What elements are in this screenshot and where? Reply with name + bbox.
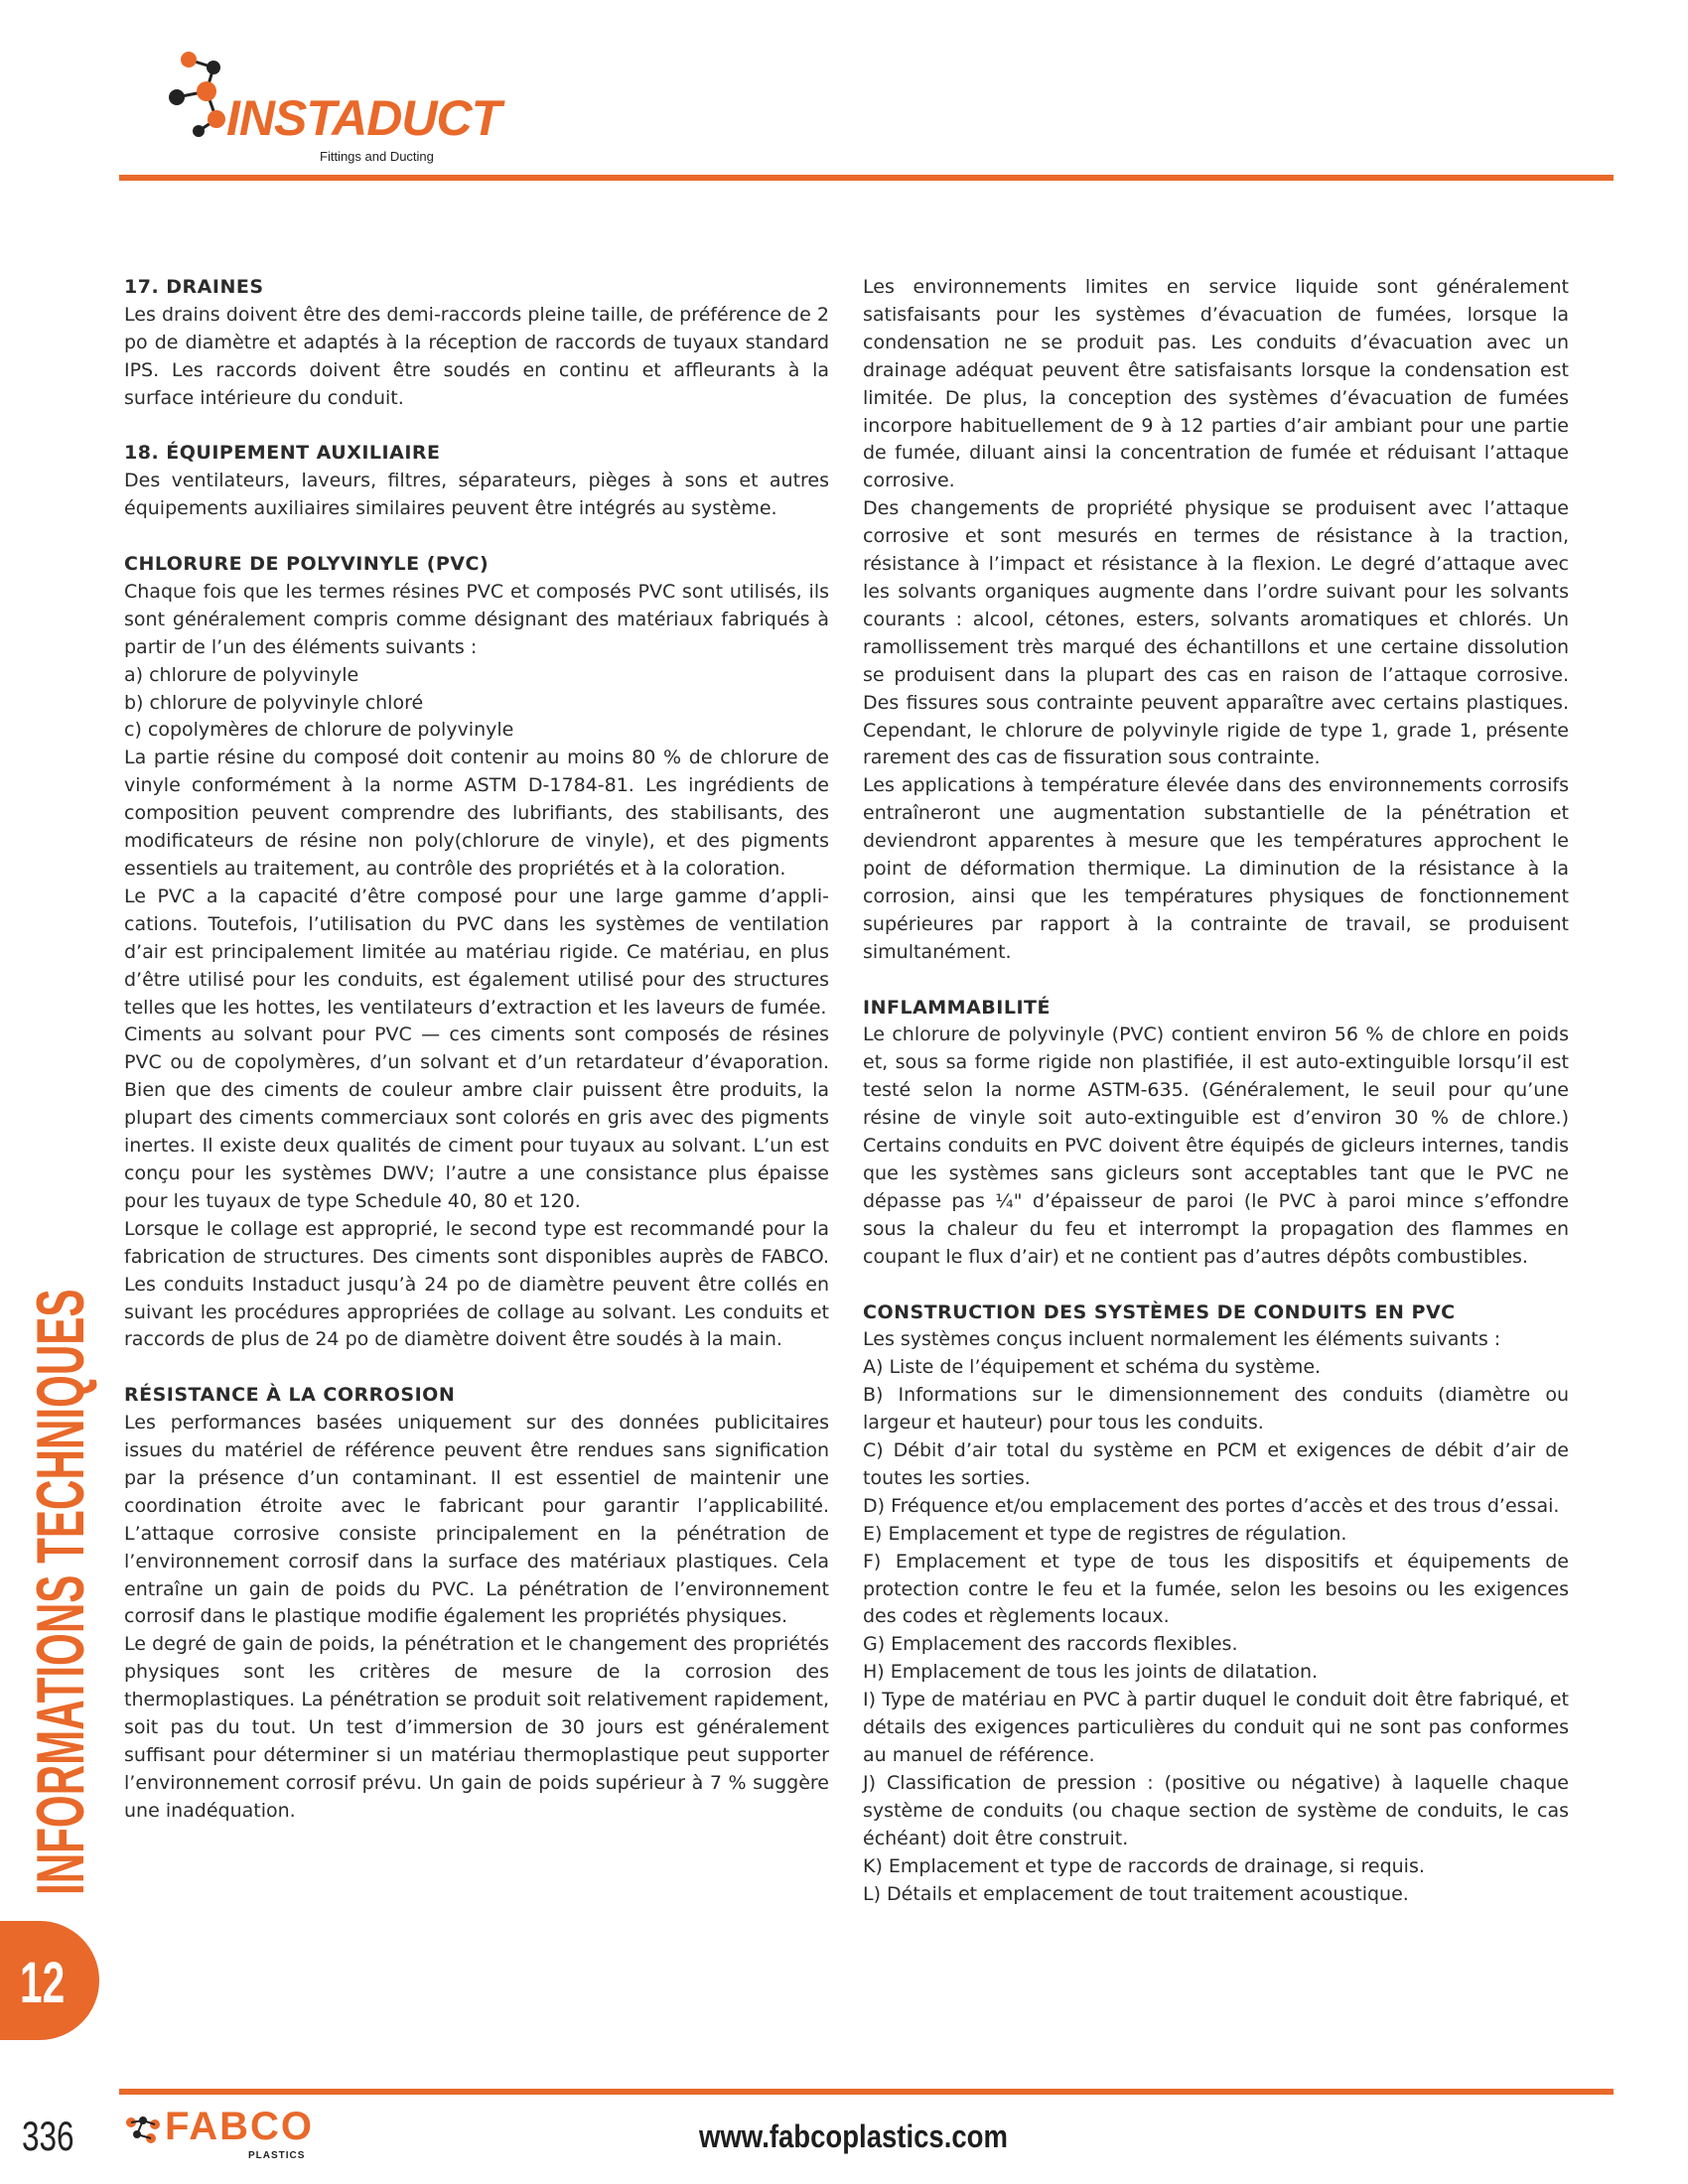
- instaduct-logo: [159, 40, 501, 174]
- list-item: D) Fréquence et/ou emplacement des portes d’accès et des trous d’essai.: [863, 1494, 1560, 1517]
- fabco-molecule-icon: [121, 2113, 165, 2152]
- list-item: J) Classification de pression : (positive ou négative) à laquelle chaque système de conduits (ou chaque section de système de conduits, le cas échéant) doit être construit.: [863, 1771, 1569, 1849]
- website-url: www.fabcoplastics.com: [699, 2118, 1008, 2154]
- fabco-subtitle: PLASTICS: [248, 2150, 306, 2161]
- right-column: [863, 274, 1569, 1908]
- list-item: b) chlorure de polyvinyle chloré: [124, 691, 424, 714]
- paragraph: Lorsque le collage est approprié, le second type est recommandé pour la fabrication de structures. Des ciments sont disponibles auprès de FABCO. Les conduits Instaduct jusqu’à 24 po de diamètre peuvent être collés en suivant les procédures appropriées de collage au solvant. Les conduits et raccords de plus de 24 po de diamètre doivent être soudés à la main.: [124, 1217, 829, 1351]
- list-item: a) chlorure de polyvinyle: [124, 663, 359, 686]
- header-divider: [119, 175, 1614, 181]
- list-item: H) Emplacement de tous les joints de dilatation.: [863, 1661, 1319, 1684]
- list-item: G) Emplacement des raccords flexibles.: [863, 1633, 1238, 1656]
- list-item: A) Liste de l’équipement et schéma du système.: [863, 1356, 1322, 1379]
- list-item: I) Type de matériau en PVC à partir duquel le conduit doit être fabriqué, et détails des exigences particulières du conduit qui ne sont pas conformes au manuel de référence.: [863, 1689, 1569, 1766]
- paragraph: Les environnements limites en service liquide sont généralement satisfaisants pour les systèmes d’évacuation de fumées, lorsque la condensation ne se produit pas. Les conduits d’évacuation avec un drainage adéquat peuvent être satisfaisants lorsque la condensation est limitée. De plus, la conception des systèmes d’évacuation de fumées incorpore habituellement de 9 à 12 parties d’air ambiant pour une partie de fumée, diluant ainsi la concentration de fumée et réduisant l’attaque corrosive.: [863, 276, 1569, 492]
- section-title-pvc: CHLORURE DE POLYVINYLE (PVC): [124, 553, 490, 576]
- list-item: K) Emplacement et type de raccords de drainage, si requis.: [863, 1854, 1425, 1877]
- paragraph: Ciments au solvant pour PVC — ces ciments sont composés de résines PVC ou de copolymères, d’un solvant et d’un retardateur d’évaporation. Bien que des ciments de couleur ambre clair puissent être produits, la plupart des ciments commerciaux sont colorés en gris avec des pigments inertes. Il existe deux qualités de ciment pour tuyaux au solvant. L’un est conçu pour les systèmes DWV; l’autre a une consistance plus épaisse pour les tuyaux de type Schedule 40, 80 et 120.: [124, 1024, 829, 1212]
- list-item: L) Détails et emplacement de tout traitement acoustique.: [863, 1882, 1409, 1905]
- paragraph: Le chlorure de polyvinyle (PVC) contient environ 56 % de chlore en poids et, sous sa forme rigide non plastifiée, il est auto-extinguible lorsqu’il est testé selon la norme ASTM-635. (Généralement, le seuil pour qu’une résine de vinyle soit auto-extinguible est d’environ 30 % de chlore.) Certains conduits en PVC doivent être équipés de gicleurs internes, tandis que les systèmes sans gicleurs sont acceptables tant que le PVC ne dépasse pas ¼" d’épaisseur de paroi (le PVC à paroi mince s’effondre sous la chaleur du feu et interrompt la propagation des flammes en coupant le flux d’air) et ne contient pas d’autres dépôts combustibles.: [863, 1024, 1569, 1268]
- list-item: E) Emplacement et type de registres de régulation.: [863, 1522, 1347, 1545]
- paragraph: La partie résine du composé doit contenir au moins 80 % de chlorure de vinyle conformément à la norme ASTM D-1784-81. Les ingrédients de composition peuvent comprendre des lubrifiants, des stabilisants, des modificateurs de résine non poly(chlorure de vinyle), et des pigments essentiels au traitement, au contrôle des propriétés et à la coloration.: [124, 747, 829, 880]
- paragraph: Des changements de propriété physique se produisent avec l’attaque corrosive et sont mesurés en termes de résistance à la traction, résistance à l’impact et résistance à la flexion. Le degré d’attaque avec les solvants organiques augmente dans l’ordre suivant pour les solvants courants : alcool, cétones, esters, solvants aromatiques et chlorés. Un ramollissement très marqué des échantillons et une certaine dissolution se produisent dans la plupart des cas en raison de l’attaque corrosive. Des fissures sous contrainte peuvent apparaître avec certains plastiques. Cependant, le chlorure de polyvinyle rigide de type 1, grade 1, présente rarement des cas de fissuration sous contrainte.: [863, 497, 1569, 769]
- section-title-corrosion: RÉSISTANCE À LA CORROSION: [124, 1384, 456, 1407]
- paragraph: Le PVC a la capacité d’être composé pour une large gamme d’applications. Toutefois, l’utilisation du PVC dans les systèmes de ventilation d’air est principalement limitée au matériau rigide. Ce matériau, en plus d’être utilisé pour les conduits, est également utilisé pour des structures telles que les hottes, les ventilateurs d’extraction et les laveurs de fumée.: [124, 885, 829, 1019]
- sidebar-section-label: INFORMATIONS TECHNIQUES: [23, 1289, 98, 1895]
- chapter-tab-number: 12: [20, 1951, 66, 2015]
- section-title-drains: 17. DRAINES: [124, 276, 264, 298]
- list-item: c) copolymères de chlorure de polyvinyle: [124, 719, 514, 742]
- logo-wordmark: INSTADUCT: [226, 90, 501, 146]
- section-title-auxiliary-equipment: 18. ÉQUIPEMENT AUXILIAIRE: [124, 442, 441, 465]
- left-column: [124, 274, 829, 1826]
- paragraph: Les systèmes conçus incluent normalement les éléments suivants :: [863, 1328, 1501, 1351]
- paragraph: Le degré de gain de poids, la pénétration et le changement des propriétés physiques sont les critères de mesure de la corrosion des thermoplastiques. La pénétration se produit soit relativement rapidement, soit pas du tout. Un test d’immersion de 30 jours est généralement suffisant pour déterminer si un matériau thermoplastique peut supporter l’environnement corrosif prévu. Un gain de poids supérieur à 7 % suggère une inadéquation.: [124, 1633, 829, 1822]
- paragraph: Les applications à température élevée dans des environnements corrosifs entraîneront une augmentation substantielle de la pénétration et deviendront apparentes à mesure que les températures approchent le point de déformation thermique. La diminution de la résistance à la corrosion, ainsi que les températures physiques de fonctionnement supérieures par rapport à la contrainte de travail, se produisent simultanément.: [863, 774, 1569, 963]
- fabco-logo: [121, 2105, 320, 2168]
- paragraph: Les performances basées uniquement sur des données publicitaires issues du matériel de référence peuvent être rendues sans signification par la présence d’un contaminant. Il est essentiel de maintenir une coordination étroite avec le fabricant pour garantir l’applicabilité. L’attaque corrosive consiste principalement en la pénétration de l’environnement corrosif dans la surface des matériaux plastiques. Cela entraîne un gain de poids du PVC. La pénétration de l’environnement corrosif dans le plastique modifie également les propriétés physiques.: [124, 1412, 829, 1628]
- paragraph: Les drains doivent être des demi-raccords pleine taille, de préférence de 2 po de diamètre et adaptés à la réception de raccords de tuyaux standard IPS. Les raccords doivent être soudés en continu et affleurants à la surface intérieure du conduit.: [124, 303, 829, 409]
- paragraph: Des ventilateurs, laveurs, filtres, séparateurs, pièges à sons et autres équipements auxiliaires similaires peuvent être intégrés au système.: [124, 470, 829, 520]
- page-number: 336: [22, 2113, 74, 2159]
- list-item: C) Débit d’air total du système en PCM et exigences de débit d’air de toutes les sorties.: [863, 1439, 1569, 1489]
- logo-subtitle: Fittings and Ducting: [320, 149, 434, 164]
- footer-divider: [119, 2089, 1614, 2095]
- fabco-wordmark: FABCO: [165, 2105, 314, 2148]
- list-item: B) Informations sur le dimensionnement des conduits (diamètre ou largeur et hauteur) pour tous les conduits.: [863, 1384, 1569, 1434]
- list-item: F) Emplacement et type de tous les dispositifs et équipements de protection contre le feu et la fumée, selon les besoins ou les exigences des codes et règlements locaux.: [863, 1550, 1569, 1628]
- section-title-flammability: INFLAMMABILITÉ: [863, 996, 1051, 1019]
- section-title-construction: CONSTRUCTION DES SYSTÈMES DE CONDUITS EN PVC: [863, 1300, 1456, 1323]
- paragraph: Chaque fois que les termes résines PVC et composés PVC sont utilisés, ils sont généralement compris comme désignant des matériaux fabriqués à partir de l’un des éléments suivants :: [124, 580, 829, 658]
